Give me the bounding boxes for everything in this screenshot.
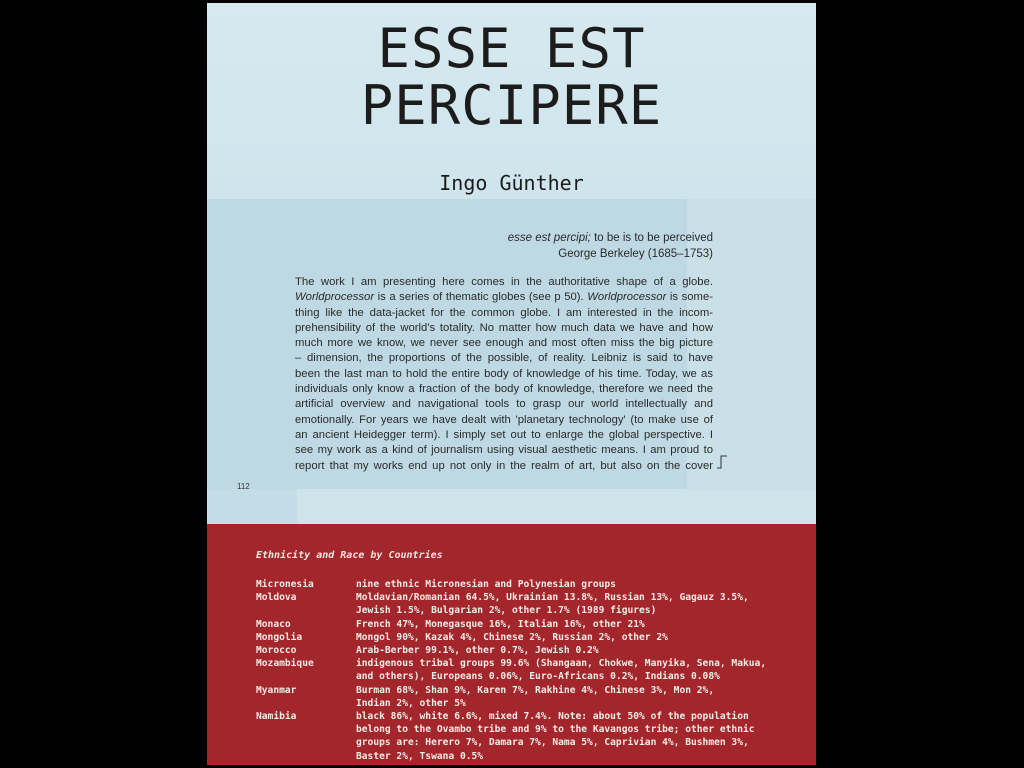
country-name: Morocco [256,645,297,657]
ethnicity-description [356,631,776,644]
page-title [207,17,816,137]
ethnicity-description [356,657,776,683]
body-line: prehensibility of the world's totality. No matter how much data we have and how [295,321,713,334]
description-line: belong to the Ovambo tribe and 9% to the Kavangos tribe; other ethnic [356,724,755,736]
body-line: an ancient Heidegger term). I simply set out to enlarge the global perspective. I [295,428,713,441]
ethnicity-table [256,578,776,763]
body-line: artificial overview and navigational tools to grasp our world intellectually and [295,398,713,411]
document-page [207,3,816,765]
body-paragraph [295,275,713,474]
description-line: Moldavian/Romanian 64.5%, Ukrainian 13.8%, Russian 13%, Gagauz 3.5%, [356,592,749,604]
description-line: black 86%, white 6.6%, mixed 7.4%. Note: about 50% of the population [356,711,749,723]
italic-term: Worldprocessor [295,291,375,304]
page-number: 112 [237,482,250,491]
country-name: Monaco [256,618,291,630]
ethnicity-description [356,578,776,591]
ethnicity-description [356,710,776,763]
author-name: Ingo Günther [439,171,584,195]
table-row [256,657,776,683]
table-title: Ethnicity and Race by Countries [256,550,443,561]
table-row [256,644,776,657]
table-row [256,631,776,644]
description-line: indigenous tribal groups 99.6% (Shangaan, Chokwe, Manyika, Sena, Makua, [356,658,767,670]
body-line: individuals only know a fraction of the body of knowledge, therefore we need the [295,383,713,396]
epigraph-translation: to be is to be perceived [590,232,713,244]
body-line: emotionally. For years we have dealt with 'planetary technology' (to make use of [295,413,713,426]
description-line: Baster 2%, Tswana 0.5% [356,750,484,762]
ethnicity-description [356,644,776,657]
lower-left-color-band [207,489,297,525]
table-row [256,684,776,710]
country-name: Mongolia [256,631,303,643]
table-row [256,618,776,631]
country-name: Myanmar [256,684,297,696]
country-name: Namibia [256,711,297,723]
body-line: – dimension, the proportions of the possible, of reality. Leibniz is said to have [295,352,713,365]
body-line: thing like the data-jacket for the common globe. I am interested in the incom- [295,306,713,319]
body-line: see my work as a kind of journalism using visual aesthetic means. I am proud to [295,444,713,457]
body-line: The work I am presenting here comes in the authoritative shape of a globe. [295,276,713,288]
title-line-1: ESSE EST [377,17,646,80]
ethnicity-description [356,591,776,617]
description-line: nine ethnic Micronesian and Polynesian groups [356,579,616,590]
epigraph [407,231,713,262]
epigraph-quote-line [407,231,713,247]
description-line: Arab-Berber 99.1%, other 0.7%, Jewish 0.2% [356,645,599,657]
country-name: Micronesia [256,579,314,590]
body-line: much more we know, we never see enough and most often miss the big picture [295,337,713,350]
description-line: Burman 68%, Shan 9%, Karen 7%, Rakhine 4%, Chinese 3%, Mon 2%, [356,684,715,696]
table-row [256,591,776,617]
country-name: Mozambique [256,658,314,670]
description-line: Mongol 90%, Kazak 4%, Chinese 2%, Russian 2%, other 2% [356,631,668,643]
italic-term: Worldprocessor [587,291,667,304]
description-line: Jewish 1.5%, Bulgarian 2%, other 1.7% (1989 figures) [356,605,657,617]
lower-color-band [207,489,816,525]
country-name: Moldova [256,592,297,604]
table-row [256,710,776,763]
description-line: and others), Europeans 0.06%, Euro-Africans 0.2%, Indians 0.08% [356,671,720,683]
ethnicity-description [356,618,776,631]
body-line: report that my works end up not only in the realm of art, but also on the cover [295,459,713,472]
description-line: groups are: Herero 7%, Damara 7%, Nama 5%, Caprivian 4%, Bushmen 3%, [356,737,749,749]
body-line-text: is a series of thematic globes (see p 50). [377,291,584,304]
ethnicity-description [356,684,776,710]
title-line-2: PERCIPERE [360,74,663,137]
body-line: been the last man to hold the entire body of knowledge of his time. Today, we as [295,367,713,380]
table-row [256,578,776,591]
epigraph-quote: esse est percipi; [507,232,591,244]
description-line: Indian 2%, other 5% [356,697,466,709]
description-line: French 47%, Monegasque 16%, Italian 16%, other 21% [356,618,645,630]
epigraph-attribution: George Berkeley (1685–1753) [558,247,713,260]
body-line [295,290,713,305]
body-line-text: is some- [666,291,713,304]
continuation-corner-icon [717,455,727,469]
